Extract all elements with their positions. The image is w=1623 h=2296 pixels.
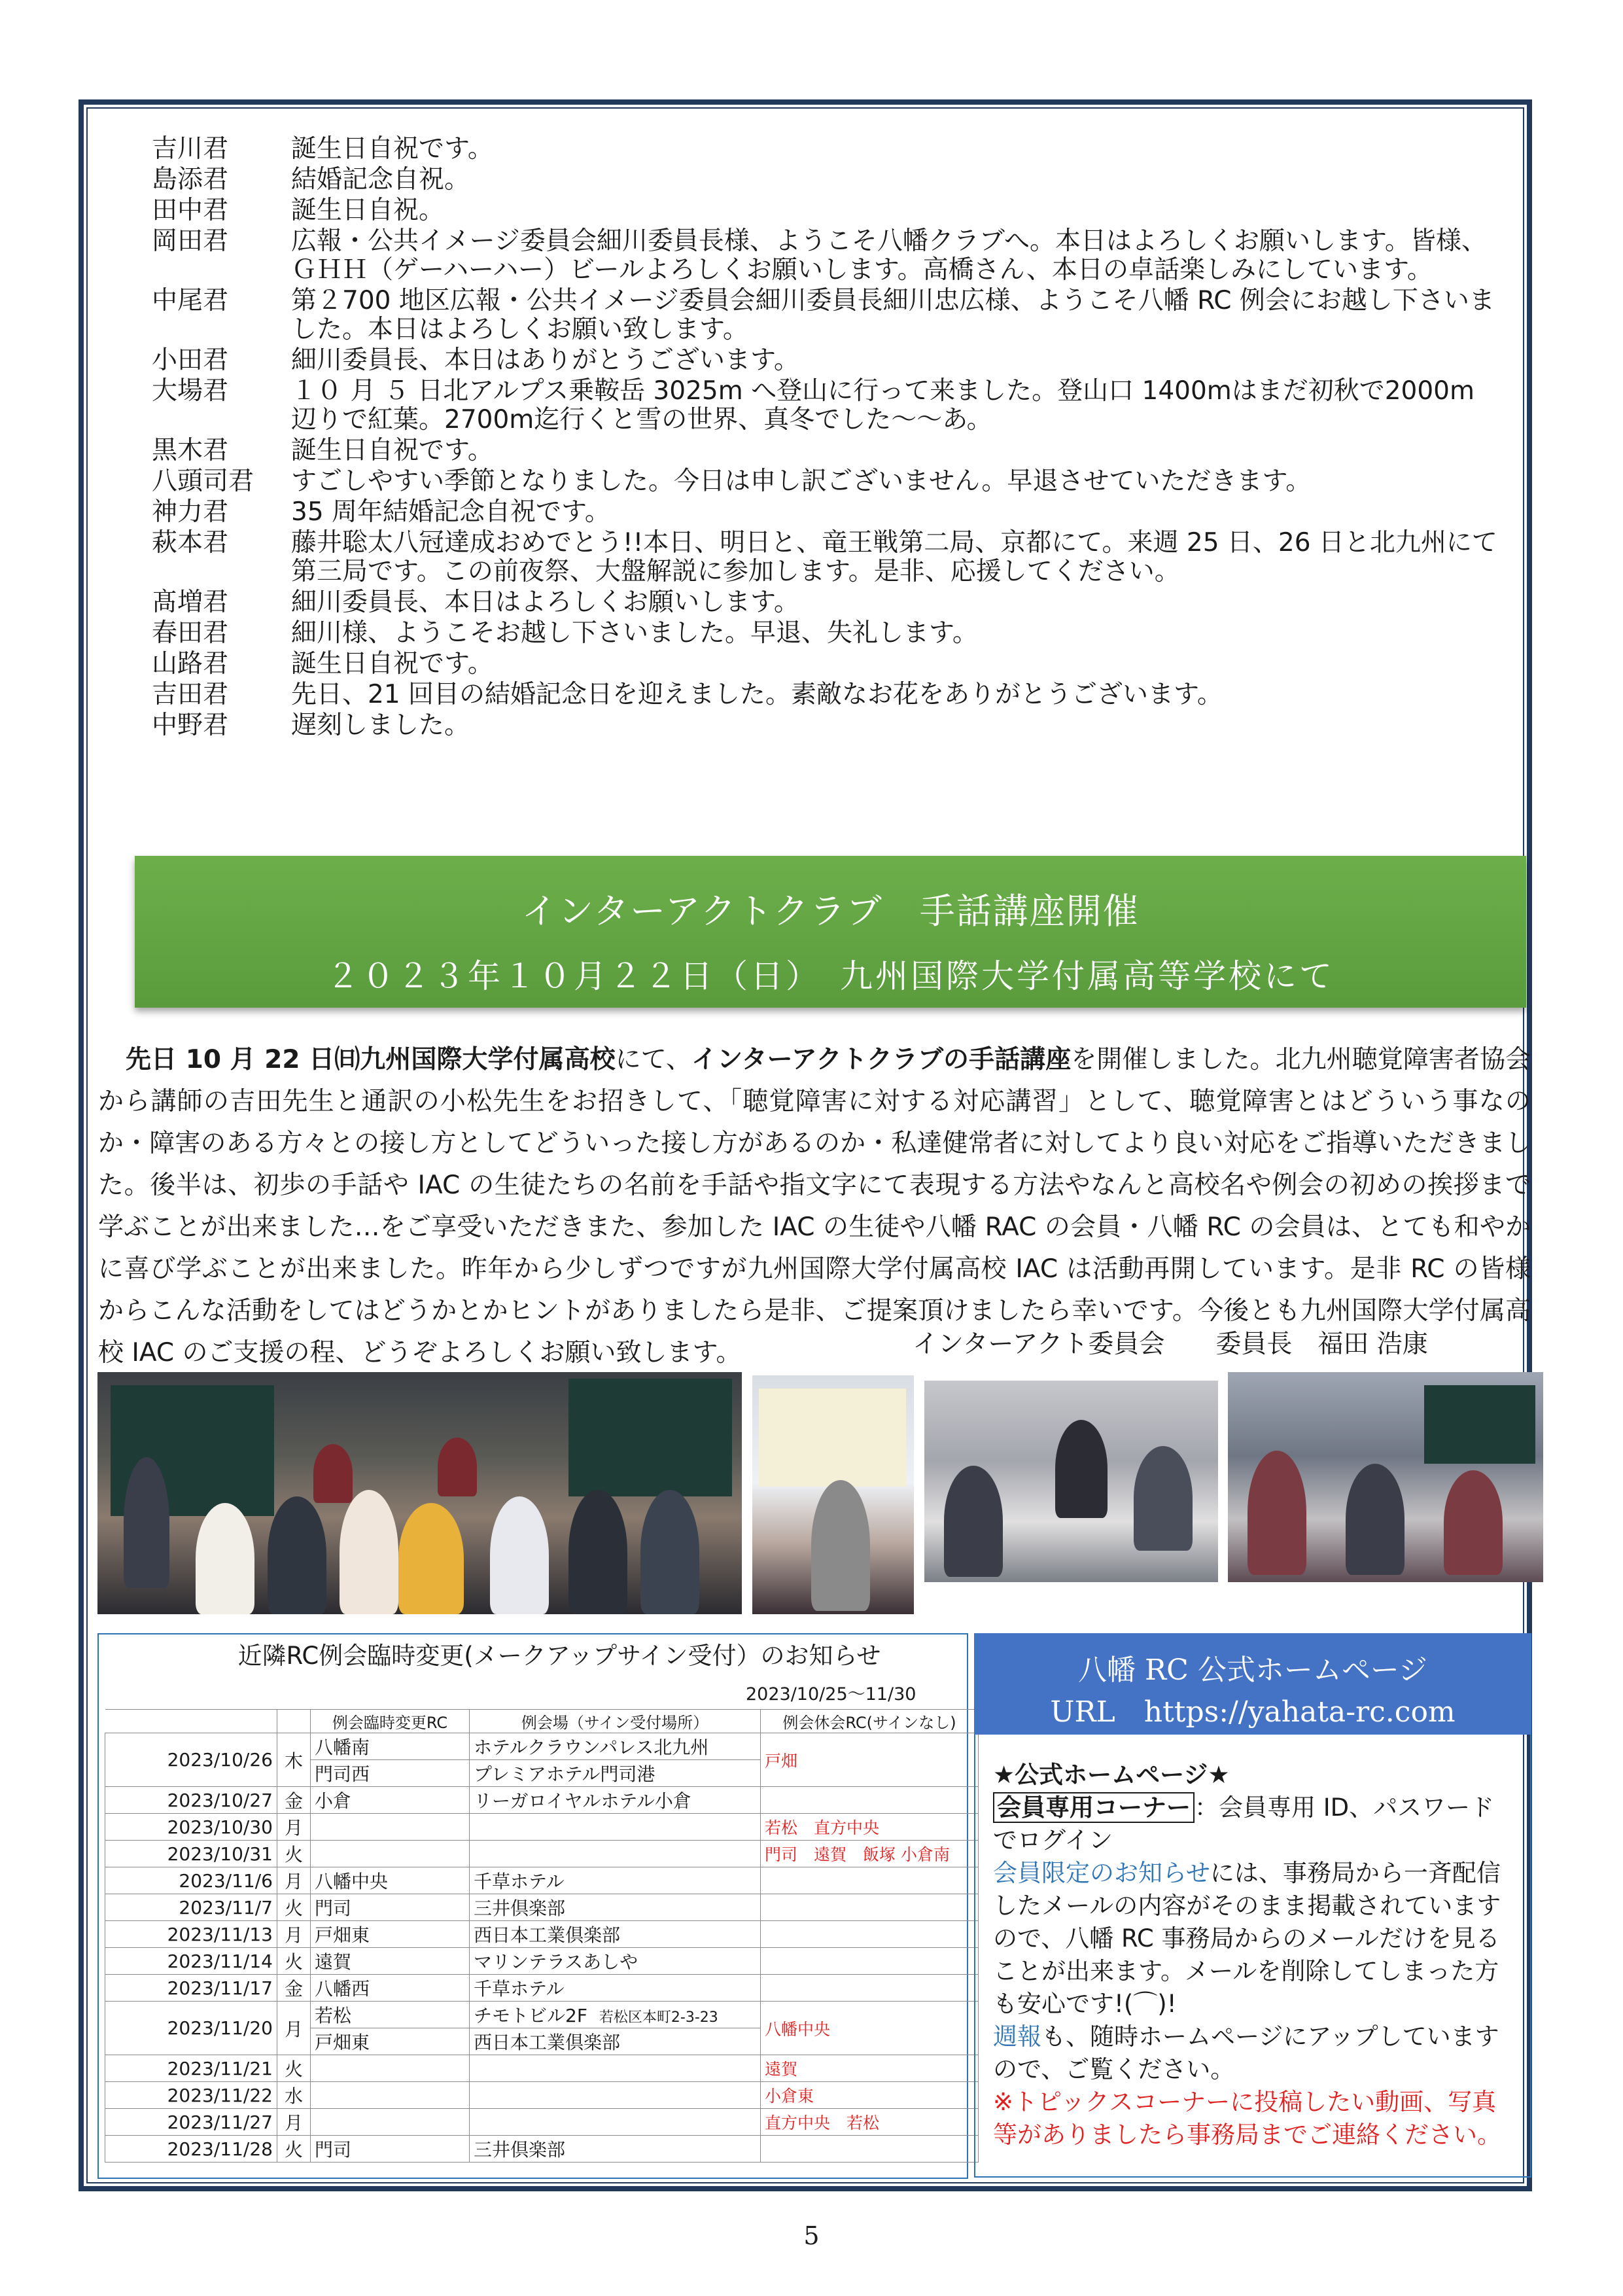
schedule-day: 火 xyxy=(277,1841,311,1867)
schedule-changed-club: 八幡西 xyxy=(311,1975,470,2002)
schedule-date: 2023/11/14 xyxy=(105,1948,277,1975)
message-text: 細川委員長、本日はよろしくお願いします。 xyxy=(291,588,799,617)
schedule-venue-name: マリンテラスあしや xyxy=(474,1951,638,1973)
members-corner-label: 会員専用コーナー xyxy=(993,1792,1195,1823)
schedule-changed-club xyxy=(311,2109,470,2136)
schedule-venue xyxy=(470,1787,761,1814)
schedule-venue-name: 千草ホテル xyxy=(474,1871,565,1892)
message-text: 遅刻しました。 xyxy=(291,711,470,740)
message-name: 岡田君 xyxy=(152,226,229,256)
message-name: 髙増君 xyxy=(152,588,229,617)
schedule-venue xyxy=(470,1948,761,1975)
schedule-day: 月 xyxy=(277,1921,311,1948)
schedule-row xyxy=(105,1867,979,1894)
schedule-venue xyxy=(470,1841,761,1867)
schedule-venue xyxy=(470,1867,761,1894)
schedule-closed-club: 八幡中央 xyxy=(761,2002,979,2055)
header-closed-club: 例会休会RC(サインなし) xyxy=(761,1710,979,1733)
message-name: 神力君 xyxy=(152,497,229,527)
header-venue: 例会場（サイン受付場所） xyxy=(470,1710,761,1733)
message-text: 第２700 地区広報・公共イメージ委員会細川委員長細川忠広様、ようこそ八幡 RC 例会にお越し下さいました。本日はよろしくお願い致します。 xyxy=(291,286,1495,344)
message-row xyxy=(152,135,1499,164)
message-name: 吉川君 xyxy=(152,134,229,164)
message-name: 島添君 xyxy=(152,165,229,194)
classroom-photo-1 xyxy=(924,1381,1218,1582)
schedule-closed-club xyxy=(761,2136,979,2163)
message-row xyxy=(152,287,1499,344)
members-corner-text: ：会員専用 ID、パスワードでログイン xyxy=(993,1793,1495,1854)
schedule-changed-club: 戸畑東 xyxy=(311,2028,470,2055)
banner-subtitle: ２０２３年１０月２２日（日） 九州国際大学付属高等学校にて xyxy=(326,957,1335,995)
homepage-heading: ★公式ホームページ★ xyxy=(993,1761,1230,1789)
schedule-closed-club xyxy=(761,1948,979,1975)
schedule-closed-club: 直方中央 若松 xyxy=(761,2109,979,2136)
message-text: 広報・公共イメージ委員会細川委員長様、ようこそ八幡クラブへ。本日はよろしくお願いします。皆様、ＧＨＨ（ゲーハーハー）ビールよろしくお願いします。高橋さん、本日の卓話楽しみにしています。 xyxy=(291,226,1487,285)
schedule-row xyxy=(105,1948,979,1975)
article-text: を開催しました。北九州聴覚障害者協会から講師の吉田先生と通訳の小松先生をお招きして、「聴覚障害に対する対応講習」として、聴覚障害とはどういう事なのか・障害のある方々との接し方としてどういった接し方があるのか・私達健常者に対してより良い対応をご指導いただきました。後半は、初歩の手話や IAC の生徒たちの名前を手話や指文字にて表現する方法やなんと高校名や例会の初めの挨拶まで学ぶことが出来ました…をご享受いただきまた、参加した IAC の生徒や八幡 RAC の会員・八幡 RC の会員は、とても和やかに喜び学ぶことが出来ました。昨年から少しずつですが九州国際大学付属高校 IAC は活動再開しています。是非 RC の皆様からこんな活動をしてはどうかとかヒントがありましたら是非、ご提案頂けましたら幸いです。今後とも九州国際大学付属高校 IAC のご支援の程、どうぞよろしくお願い致します。 xyxy=(98,1045,1531,1368)
schedule-venue xyxy=(470,1975,761,2002)
schedule-venue-name: 西日本工業倶楽部 xyxy=(474,1924,621,1946)
schedule-row xyxy=(105,1733,979,1760)
article-lead-bold: 先日 10 月 22 日㈰九州国際大学付属高校 xyxy=(126,1045,616,1074)
schedule-changed-club xyxy=(311,1841,470,1867)
message-name: 大場君 xyxy=(152,376,229,406)
schedule-day: 火 xyxy=(277,2055,311,2082)
schedule-row xyxy=(105,2109,979,2136)
schedule-venue-name: 三井倶楽部 xyxy=(474,1898,566,1919)
schedule-day: 木 xyxy=(277,1733,311,1787)
lecture-photo xyxy=(752,1375,914,1614)
schedule-venue-name: 西日本工業倶楽部 xyxy=(474,2032,621,2053)
message-name: 黒木君 xyxy=(152,436,229,465)
schedule-day: 月 xyxy=(277,1814,311,1841)
schedule-row xyxy=(105,1894,979,1921)
message-row xyxy=(152,650,1499,679)
schedule-date: 2023/11/7 xyxy=(105,1894,277,1921)
message-row xyxy=(152,377,1499,434)
weekly-text: も、随時ホームページにアップしていますので、ご覧ください。 xyxy=(993,2022,1499,2083)
schedule-venue xyxy=(470,1733,761,1760)
schedule-day: 金 xyxy=(277,1975,311,2002)
schedule-venue-name: プレミアホテル門司港 xyxy=(474,1763,655,1785)
schedule-day: 火 xyxy=(277,2136,311,2163)
schedule-row xyxy=(105,1921,979,1948)
message-row xyxy=(152,196,1499,225)
article-lead-rest: にて、 xyxy=(615,1045,692,1074)
schedule-date: 2023/11/13 xyxy=(105,1921,277,1948)
schedule-changed-club: 門司西 xyxy=(311,1760,470,1787)
message-row xyxy=(152,711,1499,740)
schedule-range: 2023/10/25～11/30 xyxy=(746,1684,916,1704)
schedule-changed-club: 若松 xyxy=(311,2002,470,2028)
message-text: 誕生日自祝。 xyxy=(291,196,445,225)
schedule-changed-club: 戸畑東 xyxy=(311,1921,470,1948)
schedule-changed-club: 小倉 xyxy=(311,1787,470,1814)
limited-notice-text: には、事務局から一斉配信したメールの内容がそのまま掲載されていますので、八幡 RC 事務局からのメールだけを見ることが出来ます。メールを削除してしまった方も安心です!(⌒)! xyxy=(993,1859,1501,2018)
classroom-photo-2 xyxy=(1228,1372,1543,1582)
members-corner-line xyxy=(993,1792,1516,1857)
message-name: 吉田君 xyxy=(152,680,229,709)
message-row xyxy=(152,346,1499,375)
schedule-venue xyxy=(470,2136,761,2163)
schedule-day: 金 xyxy=(277,1787,311,1814)
limited-notice-line xyxy=(993,1857,1516,2021)
schedule-changed-club: 八幡中央 xyxy=(311,1867,470,1894)
schedule-date: 2023/10/30 xyxy=(105,1814,277,1841)
schedule-venue-name: リーガロイヤルホテル小倉 xyxy=(474,1790,691,1812)
schedule-venue xyxy=(470,2055,761,2082)
message-text: 細川様、ようこそお越し下さいました。早退、失礼します。 xyxy=(291,618,978,648)
schedule-row xyxy=(105,1975,979,2002)
schedule-venue xyxy=(470,1894,761,1921)
homepage-header xyxy=(974,1633,1531,1735)
schedule-closed-club xyxy=(761,1921,979,1948)
message-text: 35 周年結婚記念自祝です。 xyxy=(291,497,610,527)
message-text: 先日、21 回目の結婚記念日を迎えました。素敵なお花をありがとうございます。 xyxy=(291,680,1223,709)
message-row xyxy=(152,529,1499,586)
homepage-title: 八幡 RC 公式ホームページ xyxy=(1078,1653,1427,1687)
message-row xyxy=(152,498,1499,527)
message-name: 中尾君 xyxy=(152,286,229,315)
schedule-venue-note: 若松区本町2-3-23 xyxy=(599,2009,718,2026)
message-name: 春田君 xyxy=(152,618,229,648)
schedule-date: 2023/11/22 xyxy=(105,2082,277,2109)
message-row xyxy=(152,467,1499,496)
schedule-venue xyxy=(470,1814,761,1841)
message-text: 藤井聡太八冠達成おめでとう!!本日、明日と、竜王戦第二局、京都にて。来週 25 日、26 日と北九州にて第三局です。この前夜祭、大盤解説に参加します。是非、応援してください。 xyxy=(291,528,1497,586)
schedule-venue xyxy=(470,2082,761,2109)
schedule-venue xyxy=(470,2028,761,2055)
schedule-row xyxy=(105,1787,979,1814)
schedule-venue xyxy=(470,1760,761,1787)
schedule-header-row xyxy=(105,1710,979,1733)
message-text: 誕生日自祝です。 xyxy=(291,649,493,679)
message-name: 小田君 xyxy=(152,345,229,375)
schedule-row xyxy=(105,2136,979,2163)
topics-notice: ※トピックスコーナーに投稿したい動画、写真等がありましたら事務局までご連絡ください。 xyxy=(993,2088,1501,2149)
schedule-changed-club: 遠賀 xyxy=(311,1948,470,1975)
limited-notice-label: 会員限定のお知らせ xyxy=(993,1859,1210,1887)
message-text: 結婚記念自祝。 xyxy=(291,165,470,194)
schedule-date: 2023/11/21 xyxy=(105,2055,277,2082)
group-photo xyxy=(97,1372,742,1614)
schedule-day: 月 xyxy=(277,2002,311,2055)
message-name: 山路君 xyxy=(152,649,229,679)
schedule-venue-name: 千草ホテル xyxy=(474,1978,565,2000)
message-row xyxy=(152,680,1499,709)
schedule-date: 2023/11/17 xyxy=(105,1975,277,2002)
schedule-closed-club: 門司 遠賀 飯塚 小倉南 xyxy=(761,1841,979,1867)
page-number: 5 xyxy=(803,2221,820,2250)
schedule-date: 2023/11/28 xyxy=(105,2136,277,2163)
homepage-url[interactable]: URL https://yahata-rc.com xyxy=(1050,1695,1456,1729)
schedule-closed-club: 戸畑 xyxy=(761,1733,979,1787)
schedule-row xyxy=(105,2002,979,2028)
schedule-changed-club xyxy=(311,2082,470,2109)
schedule-date: 2023/11/20 xyxy=(105,2002,277,2055)
message-text: 誕生日自祝です。 xyxy=(291,436,493,465)
message-row xyxy=(152,166,1499,194)
schedule-row xyxy=(105,2055,979,2082)
interact-banner xyxy=(135,856,1526,1008)
schedule-row xyxy=(105,2082,979,2109)
schedule-changed-club: 門司 xyxy=(311,1894,470,1921)
schedule-changed-club xyxy=(311,2055,470,2082)
schedule-date: 2023/10/31 xyxy=(105,1841,277,1867)
message-name: 田中君 xyxy=(152,196,229,225)
message-row xyxy=(152,227,1499,285)
message-row xyxy=(152,619,1499,648)
schedule-table xyxy=(105,1709,979,2163)
article-signature: インターアクト委員会 委員長 福田 浩康 xyxy=(913,1330,1428,1359)
header-changed-club: 例会臨時変更RC xyxy=(311,1710,470,1733)
nico-box-messages xyxy=(152,135,1499,742)
message-row xyxy=(152,436,1499,465)
schedule-closed-club xyxy=(761,1894,979,1921)
weekly-line xyxy=(993,2021,1516,2086)
schedule-closed-club: 若松 直方中央 xyxy=(761,1814,979,1841)
schedule-title: 近隣RC例会臨時変更(メークアップサイン受付）のお知らせ xyxy=(237,1642,881,1670)
message-text: 細川委員長、本日はありがとうございます。 xyxy=(291,345,799,375)
message-name: 八頭司君 xyxy=(152,467,254,496)
banner-title: インターアクトクラブ 手話講座開催 xyxy=(521,891,1140,932)
message-name: 中野君 xyxy=(152,711,229,740)
schedule-changed-club: 門司 xyxy=(311,2136,470,2163)
schedule-day: 月 xyxy=(277,1867,311,1894)
schedule-closed-club: 小倉東 xyxy=(761,2082,979,2109)
schedule-date: 2023/10/27 xyxy=(105,1787,277,1814)
schedule-date: 2023/10/26 xyxy=(105,1733,277,1787)
message-text: １０ 月 ５ 日北アルプス乗鞍岳 3025m へ登山に行って来ました。登山口 1400mはまだ初秋で2000m辺りで紅葉。2700m迄行くと雪の世界、真冬でした～～あ。 xyxy=(291,376,1475,434)
schedule-closed-club xyxy=(761,1975,979,2002)
schedule-row xyxy=(105,1814,979,1841)
weekly-label: 週報 xyxy=(993,2022,1041,2051)
schedule-changed-club xyxy=(311,1814,470,1841)
schedule-venue-name: チモトビル2F xyxy=(474,2005,587,2026)
schedule-venue xyxy=(470,1921,761,1948)
schedule-row xyxy=(105,1841,979,1867)
message-row xyxy=(152,588,1499,617)
schedule-date: 2023/11/6 xyxy=(105,1867,277,1894)
schedule-venue xyxy=(470,2109,761,2136)
message-text: 誕生日自祝です。 xyxy=(291,134,493,164)
schedule-changed-club: 八幡南 xyxy=(311,1733,470,1760)
message-text: すごしやすい季節となりました。今日は申し訳ございません。早退させていただきます。 xyxy=(291,467,1312,496)
homepage-body xyxy=(993,1759,1516,2151)
schedule-day: 火 xyxy=(277,1894,311,1921)
article-bold-2: インターアクトクラブの手話講座 xyxy=(691,1045,1072,1074)
schedule-closed-club xyxy=(761,1867,979,1894)
schedule-venue-name: 三井倶楽部 xyxy=(474,2139,566,2161)
schedule-venue xyxy=(470,2002,761,2028)
schedule-venue-name: ホテルクラウンパレス北九州 xyxy=(474,1737,709,1758)
schedule-date: 2023/11/27 xyxy=(105,2109,277,2136)
schedule-closed-club xyxy=(761,1787,979,1814)
schedule-day: 水 xyxy=(277,2082,311,2109)
schedule-day: 火 xyxy=(277,1948,311,1975)
schedule-day: 月 xyxy=(277,2109,311,2136)
message-name: 萩本君 xyxy=(152,528,229,557)
schedule-closed-club: 遠賀 xyxy=(761,2055,979,2082)
